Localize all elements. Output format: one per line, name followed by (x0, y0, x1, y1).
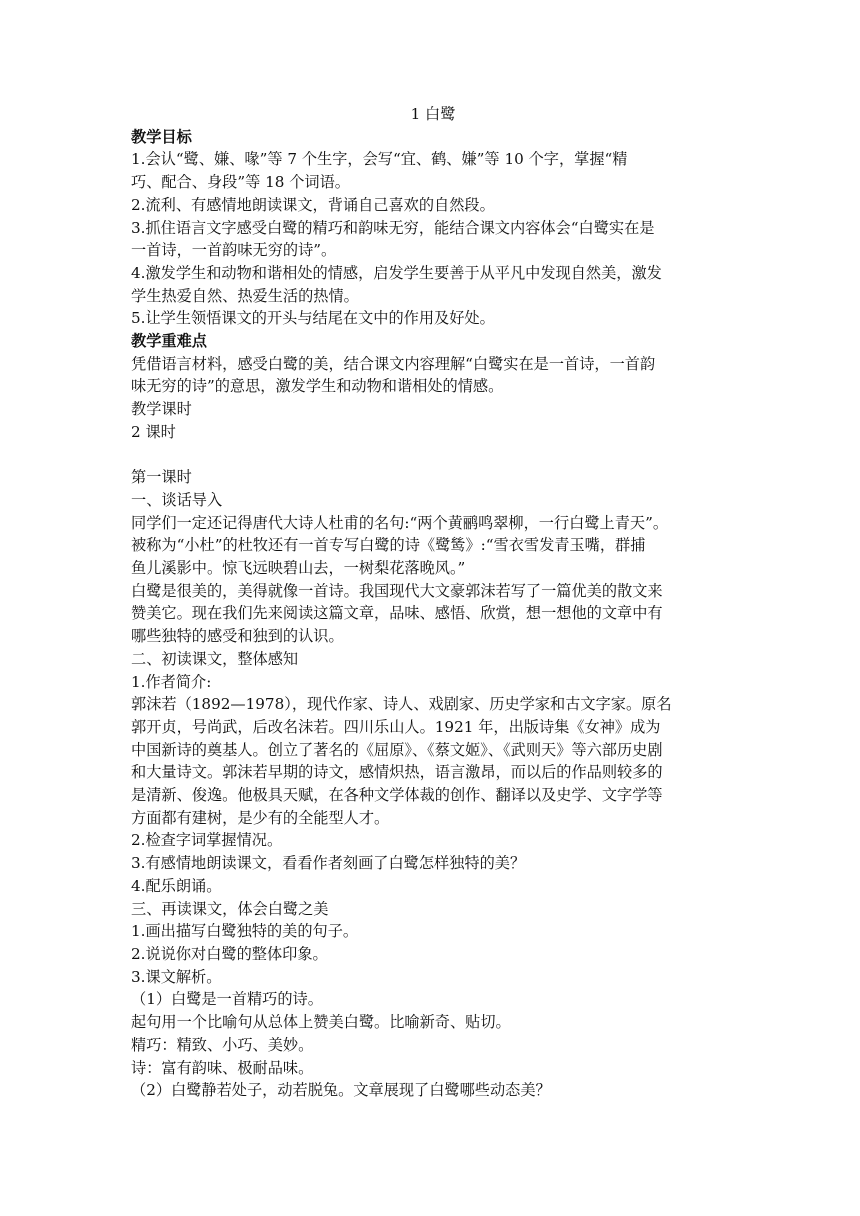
text-line: 教学课时 (131, 400, 192, 419)
text-line: 鱼儿溪影中。惊飞远映碧山去，一树梨花落晚风。” (131, 559, 466, 578)
text-line: 被称为“小杜”的杜牧还有一首专写白鹭的诗《鹭鸶》:“雪衣雪发青玉嘴，群捕 (131, 536, 646, 555)
text-line: 凭借语言材料，感受白鹭的美，结合课文内容理解“白鹭实在是一首诗，一首韵 (131, 354, 656, 373)
text-line: 和大量诗文。郭沫若早期的诗文，感情炽热，语言激昂，而以后的作品则较多的 (131, 763, 663, 782)
text-line: 4.配乐朗诵。 (131, 876, 222, 895)
blank-line (131, 444, 735, 467)
document-page (131, 103, 735, 1102)
text-line: 第一课时 (131, 468, 192, 487)
text-line: （2）白鹭静若处子，动若脱兔。文章展现了白鹭哪些动态美？ (131, 1081, 551, 1100)
text-line: 哪些独特的感受和独到的认识。 (131, 627, 344, 646)
text-line: 一、谈话导入 (131, 490, 223, 509)
text-line: 巧、配合、身段”等 18 个词语。 (131, 173, 350, 192)
text-line: 学生热爱自然、热爱生活的热情。 (131, 286, 359, 305)
text-line: 诗：富有韵味、极耐品味。 (131, 1058, 314, 1077)
text-line: 二、初读课文，整体感知 (131, 649, 299, 668)
text-line: 2.检查字词掌握情况。 (131, 831, 283, 850)
document-body (131, 126, 735, 1102)
text-line: 1.画出描写白鹭独特的美的句子。 (131, 922, 359, 941)
section-heading: 教学目标 (131, 127, 192, 146)
text-line: 2 课时 (131, 422, 176, 441)
text-line: 2.说说你对白鹭的整体印象。 (131, 945, 328, 963)
text-line: （1）白鹭是一首精巧的诗。 (131, 990, 323, 1009)
text-line: 4.激发学生和动物和谐相处的情感，启发学生要善于从平凡中发现自然美，激发 (131, 263, 662, 282)
text-line: 味无穷的诗”的意思，激发学生和动物和谐相处的情感。 (131, 377, 504, 396)
text-line: 起句用一个比喻句从总体上赞美白鹭。比喻新奇、贴切。 (131, 1013, 511, 1032)
text-line: 方面都有建树，是少有的全能型人才。 (131, 808, 390, 827)
text-line: 3.有感情地朗读课文，看看作者刻画了白鹭怎样独特的美？ (131, 854, 526, 873)
text-line: 白鹭是很美的，美得就像一首诗。我国现代大文豪郭沫若写了一篇优美的散文来 (131, 581, 663, 600)
text-line: 1.会认“鹭、嫌、喙”等 7 个生字，会写“宜、鹤、嫌”等 10 个字，掌握“精 (131, 150, 628, 169)
text-line: 中国新诗的奠基人。创立了著名的《屈原》、《蔡文姬》、《武则天》等六部历史剧 (131, 740, 663, 759)
document-title: 1 白鹭 (410, 105, 456, 123)
text-line: 3.抓住语言文字感受白鹭的精巧和韵味无穷，能结合课文内容体会“白鹭实在是 (131, 218, 655, 237)
text-line: 郭开贞，号尚武，后改名沫若。四川乐山人。1921 年，出版诗集《女神》成为 (131, 717, 661, 736)
text-line: 1.作者简介: (131, 672, 212, 691)
text-line: 2.流利、有感情地朗读课文，背诵自己喜欢的自然段。 (131, 195, 495, 214)
text-line: 郭沫若（1892—1978），现代作家、诗人、戏剧家、历史学家和古文字家。原名 (131, 695, 672, 714)
text-line: 一首诗，一首韵味无穷的诗”。 (131, 241, 337, 260)
text-line: 同学们一定还记得唐代大诗人杜甫的名句:“两个黄鹂鸣翠柳，一行白鹭上青天”。 (131, 513, 669, 532)
text-line: 赞美它。现在我们先来阅读这篇文章，品味、感悟、欣赏，想一想他的文章中有 (131, 604, 663, 623)
text-line: 3.课文解析。 (131, 967, 222, 986)
text-line: 是清新、俊逸。他极具天赋，在各种文学体裁的创作、翻译以及史学、文字学等 (131, 786, 663, 805)
text-line: 5.让学生领悟课文的开头与结尾在文中的作用及好处。 (131, 309, 495, 328)
text-line: 精巧：精致、小巧、美妙。 (131, 1035, 314, 1054)
section-heading: 教学重难点 (131, 332, 207, 351)
text-line: 三、再读课文，体会白鹭之美 (131, 899, 329, 918)
